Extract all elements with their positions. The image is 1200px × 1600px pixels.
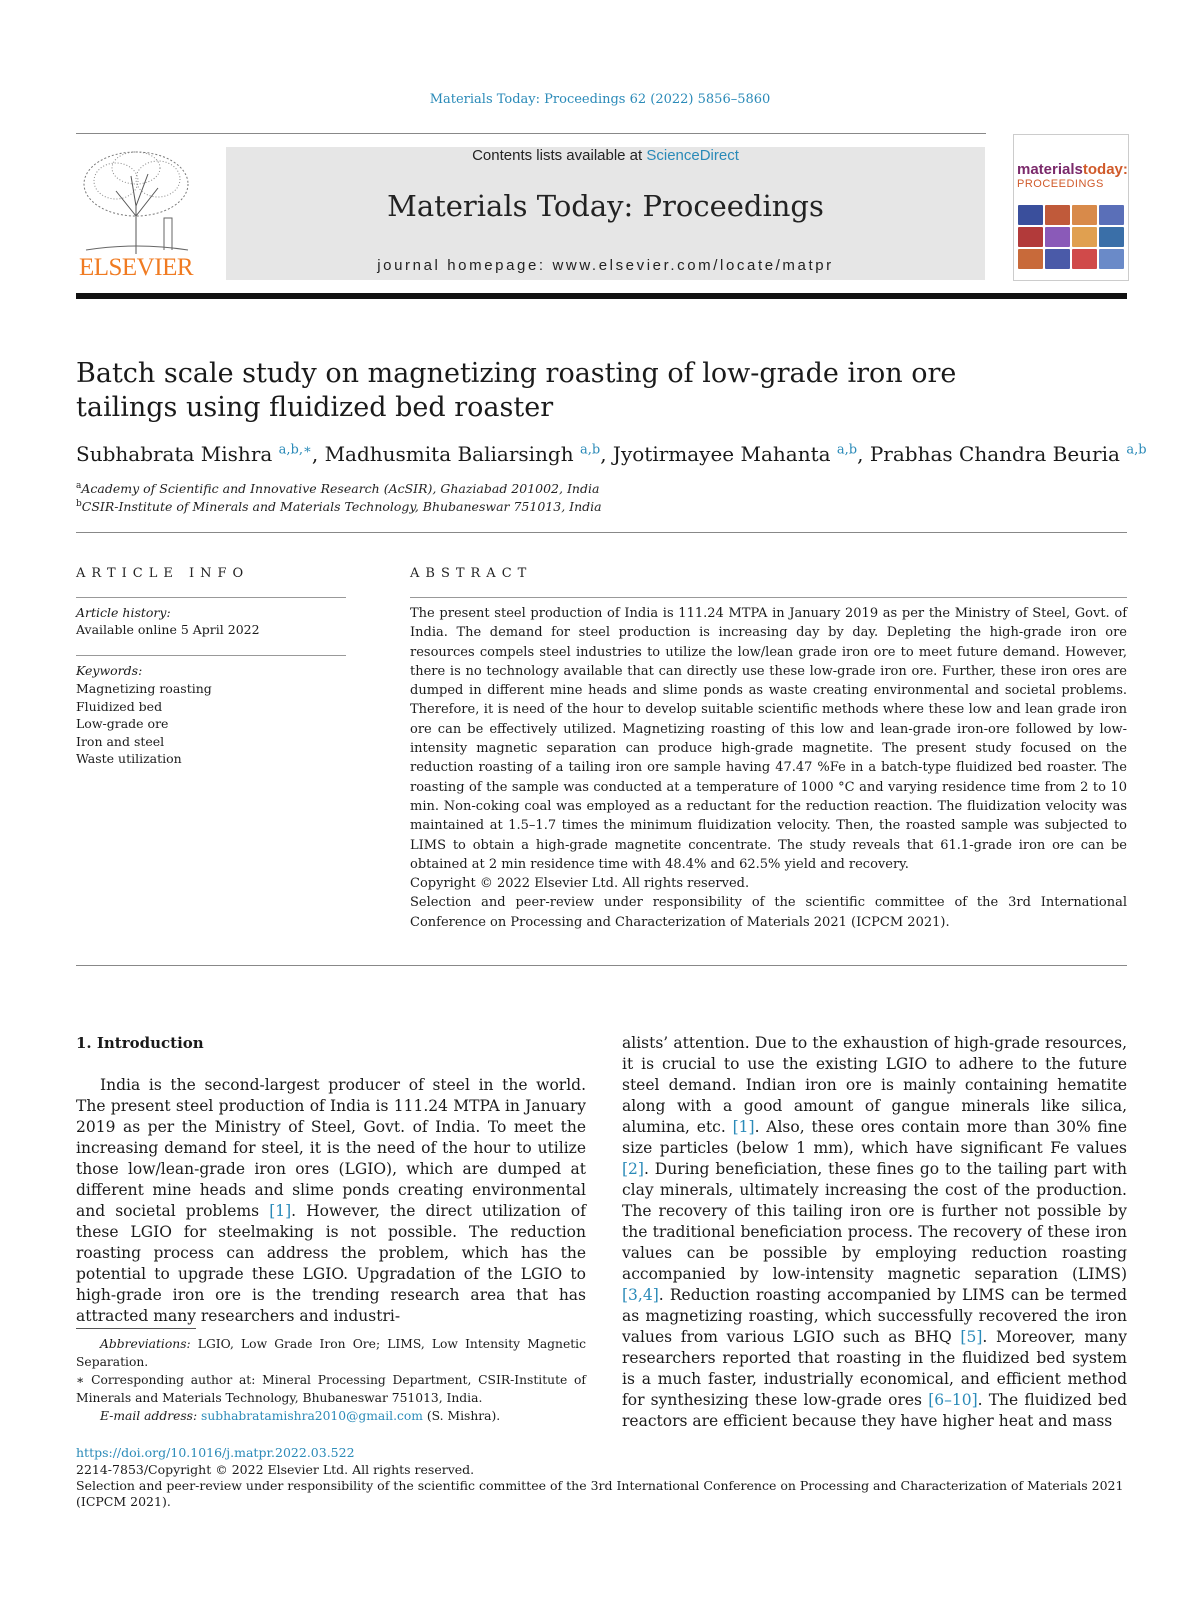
reference-link[interactable]: [6–10] <box>928 1391 978 1409</box>
keywords-divider <box>76 655 346 656</box>
article-info-divider <box>76 597 346 598</box>
keyword: Fluidized bed <box>76 698 163 714</box>
affiliation-a: $^a$Academy of Scientific and Innovative Research (AcSIR), Ghaziabad 201002, India <box>76 481 600 497</box>
reference-link[interactable]: [2] <box>622 1160 644 1178</box>
footnotes <box>76 1335 586 1425</box>
cover-tile <box>1045 227 1070 247</box>
author-name[interactable]: Prabhas Chandra Beuria <box>869 442 1120 466</box>
author-affiliation-mark[interactable]: a,b <box>1126 442 1147 458</box>
abstract-paragraph: The present steel production of India is 111.24 MTPA in January 2019 as per the Ministry of Steel, Govt. of India. The demand for steel production is increasing day by day. Depleting the high-grade iron ore resources compels steel industries to utilize the low/lean grade iron ore to meet future demand. However, there is no technology available that can directly use these low-grade iron ore. Further, these iron ores are dumped in different mine heads and slime ponds as waste creating environmental and societal problems. Therefore, it is need of the hour to develop suitable scientific methods where these low and lean grade iron ore can be effectively utilized. Magnetizing roasting of this low and lean-grade iron-ore followed by low-intensity magnetic separation can produce high-grade magnetite. The present study focused on the reduction roasting of a tailing iron ore sample having 47.47 %Fe in a batch-type fluidized bed roaster. The roasting of the sample was conducted at a temperature of 1000 °C and varying residence time from 2 to 10 min. Non-coking coal was employed as a reductant for the reduction reaction. The fluidization velocity was maintained at 1.5–1.7 times the minimum fluidization velocity. Then, the roasted sample was subjected to LIMS to obtain a high-grade magnetite concentrate. The study reveals that 61.1-grade iron ore can be obtained at 2 min residence time with 48.4% and 62.5% yield and recovery. <box>410 606 1127 872</box>
author-name[interactable]: Subhabrata Mishra <box>76 442 273 466</box>
issn-copyright: 2214-7853/Copyright © 2022 Elsevier Ltd. All rights reserved. <box>76 1462 475 1477</box>
footnote-divider <box>76 1328 196 1329</box>
introduction-heading: 1. Introduction <box>76 1034 204 1052</box>
cover-tile <box>1045 205 1070 225</box>
doi-link[interactable]: https://doi.org/10.1016/j.matpr.2022.03.522 <box>76 1445 355 1460</box>
journal-title: Materials Today: Proceedings <box>387 189 824 223</box>
journal-cover-image <box>1013 134 1129 281</box>
keywords-label: Keywords: <box>76 663 143 678</box>
abbreviations-footnote: Abbreviations: LGIO, Low Grade Iron Ore; LIMS, Low Intensity Magnetic Separation. <box>76 1337 586 1369</box>
email-footnote: E-mail address: subhabratamishra2010@gmail.com (S. Mishra). <box>100 1409 501 1423</box>
abstract-end-divider <box>76 965 1127 966</box>
elsevier-wordmark: ELSEVIER <box>78 254 194 281</box>
footer-review-note: Selection and peer-review under responsibility of the scientific committee of the 3rd International Conference on Processing and Characterization of Materials 2021 (ICPCM 2021). <box>76 1478 1124 1509</box>
reference-link[interactable]: [1] <box>732 1118 755 1136</box>
introduction-column-1 <box>76 1075 586 1327</box>
author-list <box>76 442 1147 466</box>
author-name[interactable]: Madhusmita Baliarsingh <box>324 442 574 466</box>
journal-homepage-link[interactable]: journal homepage: www.elsevier.com/locate/matpr <box>377 257 834 274</box>
author-separator: , <box>857 442 870 466</box>
header-thick-divider <box>76 293 1127 299</box>
cover-tile <box>1099 205 1124 225</box>
cover-tile <box>1072 205 1097 225</box>
cover-tile <box>1045 249 1070 269</box>
cover-tile <box>1018 249 1043 269</box>
contents-line <box>226 147 985 164</box>
cover-tile <box>1099 227 1124 247</box>
abstract-heading: ABSTRACT <box>410 566 533 581</box>
author-affiliation-mark[interactable]: a,b <box>836 442 858 458</box>
introduction-paragraph: alists’ attention. Due to the exhaustion of high-grade resources, it is crucial to use the existing LGIO to adhere to the future steel demand. Indian iron ore is mainly containing hematite along with a good amount of gangue minerals like silica, alumina, etc. [1]. Also, these ores contain more than 30% fine size particles (below 1 mm), which have significant Fe values [2]. During beneficiation, these fines go to the tailing part with clay minerals, ultimately increasing the cost of the production. The recovery of this tailing iron ore is further not possible by the traditional beneficiation process. The recovery of these iron values can be possible by employing reduction roasting accompanied by low-intensity magnetic separation (LIMS) [3,4]. Reduction roasting accompanied by LIMS can be termed as magnetizing roasting, which successfully recovered the iron values from various LGIO such as BHQ [5]. Moreover, many researchers reported that roasting in the fluidized bed system is a much faster, industrially economical, and efficient method for synthesizing these low-grade ores [6–10]. The fluidized bed reactors are efficient because they have higher heat and mass <box>622 1034 1127 1430</box>
reference-link[interactable]: [3,4] <box>622 1286 659 1304</box>
contents-prefix: Contents lists available at <box>472 147 643 164</box>
affiliation-b: $^b$CSIR-Institute of Minerals and Materials Technology, Bhubaneswar 751013, India <box>76 499 602 515</box>
author-affiliation-mark[interactable]: a,b <box>579 442 601 458</box>
cover-brand: materialstoday: <box>1017 161 1128 178</box>
article-title: Batch scale study on magnetizing roasting of low-grade iron ore tailings using fluidized bed roaster <box>76 358 957 423</box>
keyword: Magnetizing roasting <box>76 681 212 696</box>
author-name[interactable]: Jyotirmayee Mahanta <box>612 442 831 466</box>
cover-tile <box>1018 205 1043 225</box>
elsevier-logo <box>76 146 196 282</box>
history-value: Available online 5 April 2022 <box>76 622 260 637</box>
abstract-divider <box>410 597 1127 598</box>
keyword: Low-grade ore <box>76 716 169 731</box>
keyword: Waste utilization <box>76 751 182 766</box>
article-info-heading: ARTICLE INFO <box>76 566 250 581</box>
keyword: Iron and steel <box>76 733 165 749</box>
introduction-column-2 <box>622 1033 1127 1432</box>
cover-subtitle: PROCEEDINGS <box>1017 178 1104 190</box>
sciencedirect-link[interactable]: ScienceDirect <box>646 147 739 164</box>
author-affiliation-mark[interactable]: a,b,∗ <box>278 442 312 458</box>
journal-citation-link[interactable]: Materials Today: Proceedings 62 (2022) 5856–5860 <box>429 92 771 107</box>
cover-tile <box>1072 227 1097 247</box>
elsevier-tree-icon <box>76 146 196 254</box>
top-divider <box>76 133 986 134</box>
reference-link[interactable]: [1] <box>269 1202 292 1220</box>
email-link[interactable]: subhabratamishra2010@gmail.com <box>201 1409 423 1423</box>
keywords-list <box>76 680 212 768</box>
abstract-body <box>410 604 1127 932</box>
affiliation-divider <box>76 532 1127 533</box>
reference-link[interactable]: [5] <box>960 1328 983 1346</box>
journal-banner <box>226 147 985 280</box>
cover-tile <box>1099 249 1124 269</box>
abstract-copyright: Copyright © 2022 Elsevier Ltd. All rights reserved. <box>410 876 750 892</box>
author-separator: , <box>600 442 613 466</box>
author-separator: , <box>311 442 325 466</box>
cover-mosaic <box>1018 205 1124 269</box>
cover-tile <box>1018 227 1043 247</box>
abstract-review-note: Selection and peer-review under responsibility of the scientific committee of the 3rd International Conference on Processing and Characterization of Materials 2021 (ICPCM 2021). <box>410 895 1127 930</box>
history-label: Article history: <box>76 605 171 620</box>
introduction-paragraph: India is the second-largest producer of steel in the world. The present steel production of India is 111.24 MTPA in January 2019 as per the Ministry of Steel, Govt. of India. To meet the increasing demand for steel, it is the need of the hour to utilize those low/lean-grade iron ores (LGIO), which are dumped at different mine heads and slime ponds creating environmental and societal problems [1]. However, the direct utilization of these LGIO for steelmaking is not possible. The reduction roasting process can address the problem, which has the potential to upgrade these LGIO. Upgradation of the LGIO to high-grade iron ore is the trending research area that has attracted many researchers and industri- <box>76 1076 586 1325</box>
cover-tile <box>1072 249 1097 269</box>
corresponding-author-footnote: ∗ Corresponding author at: Mineral Processing Department, CSIR-Institute of Minerals and Materials Technology, Bhubaneswar 751013, India. <box>76 1373 586 1405</box>
